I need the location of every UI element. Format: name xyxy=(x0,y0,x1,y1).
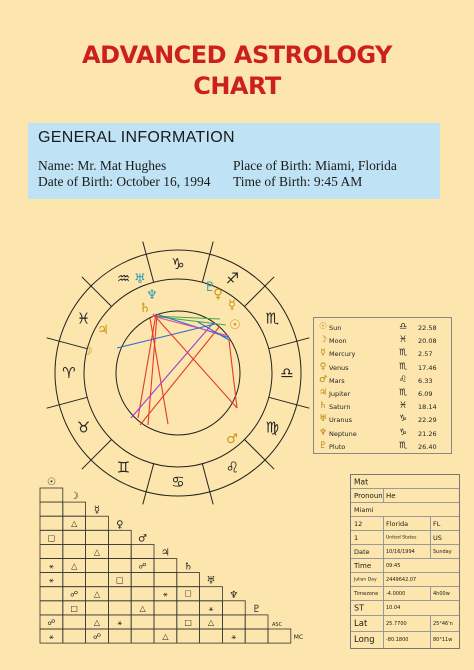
planet-glyph-icon: ♅ xyxy=(318,414,328,425)
aspect-cell xyxy=(108,530,131,544)
aspect-cell xyxy=(63,530,86,544)
mc-label: MC xyxy=(293,634,304,641)
aspect-cell xyxy=(131,587,154,601)
pronoun-value: He xyxy=(386,491,396,500)
planet-degree: 26.40 xyxy=(418,442,437,451)
sign-glyph-icon: ♏ xyxy=(399,440,408,451)
zodiac-sign: ♉ xyxy=(76,418,91,437)
aspect-mark: ⚹ xyxy=(162,589,168,599)
aspect-cell xyxy=(86,601,109,615)
aspect-cell xyxy=(154,615,177,629)
asc-label: ASC xyxy=(272,622,283,628)
planet-glyph: ♅ xyxy=(134,272,146,287)
aspect-mark: ☍ xyxy=(138,561,147,571)
aspect-mark: △ xyxy=(162,632,169,641)
planet-glyph-icon: ♆ xyxy=(318,427,328,438)
grid-planet-header: ♄ xyxy=(183,561,193,573)
aspect-cell xyxy=(63,573,86,587)
planet-name: Neptune xyxy=(329,429,357,438)
planet-glyph: ♂ xyxy=(226,432,238,447)
aspect-mark: □ xyxy=(47,533,56,543)
planet-degree: 22.29 xyxy=(418,416,437,425)
country-value: United States xyxy=(386,535,417,540)
planet-glyph: ☉ xyxy=(229,318,241,333)
date-value: 10/16/1994 xyxy=(386,548,415,555)
date-label: Date xyxy=(354,547,370,556)
planet-glyph: ☿ xyxy=(228,298,236,313)
dob-field: Date of Birth: October 16, 1994 xyxy=(38,174,211,189)
aspect-cell xyxy=(200,629,223,643)
zodiac-sign: ♋ xyxy=(171,473,185,491)
aspect-mark: ⚹ xyxy=(231,632,237,641)
zodiac-sign: ♍ xyxy=(265,418,280,437)
aspect-cell xyxy=(154,573,177,587)
aspect-cell xyxy=(108,559,131,573)
planet-glyph-icon: ♄ xyxy=(318,401,328,412)
aspect-cell xyxy=(131,615,154,629)
aspect-cell xyxy=(245,629,268,643)
planet-glyph: ♀ xyxy=(213,287,223,302)
planet-name: Pluto xyxy=(329,442,346,451)
planet-degree: 20.08 xyxy=(418,337,437,346)
aspect-mark: ⚹ xyxy=(48,561,54,571)
aspect-cell xyxy=(245,615,268,629)
aspect-cell xyxy=(154,601,177,615)
zodiac-sign: ♌ xyxy=(225,458,240,477)
aspect-cell xyxy=(108,587,131,601)
lat-value: 25.7700 xyxy=(386,620,407,627)
weekday-value: Sunday xyxy=(433,548,452,555)
planet-glyph: ♇ xyxy=(204,280,216,295)
zodiac-sign: ♐ xyxy=(225,269,240,288)
sign-glyph-icon: ♏ xyxy=(399,361,408,372)
planet-glyph-icon: ☿ xyxy=(320,348,326,359)
zodiac-sign: ♓ xyxy=(76,309,91,328)
planet-glyph: ♃ xyxy=(97,323,109,338)
planet-degree: 6.09 xyxy=(418,390,433,398)
time-label: Time xyxy=(354,561,372,570)
julian-label: Julian Day xyxy=(354,577,377,582)
planet-name: Venus xyxy=(329,363,349,372)
planet-degree: 6.33 xyxy=(418,376,433,385)
detail-cell: 12 xyxy=(354,519,363,528)
grid-planet-header: ♅ xyxy=(206,575,216,587)
country-code: US xyxy=(433,533,442,542)
aspect-cell xyxy=(268,629,291,643)
st-value: 10.04 xyxy=(386,605,401,611)
sign-glyph-icon: ♑ xyxy=(399,427,408,438)
sign-glyph-icon: ♌ xyxy=(399,374,408,385)
aspect-cell xyxy=(177,573,200,587)
planet-glyph-icon: ♂ xyxy=(318,374,328,385)
planet-glyph-icon: ♇ xyxy=(318,440,328,451)
planet-degree: 17.46 xyxy=(418,363,437,372)
sign-glyph-icon: ♏ xyxy=(399,348,408,359)
aspect-mark: △ xyxy=(93,617,101,627)
planet-degree: 18.14 xyxy=(418,403,437,412)
long-dms: 80°11w xyxy=(433,637,453,643)
aspect-cell xyxy=(63,629,86,643)
planet-glyph-icon: ♃ xyxy=(318,388,328,398)
planet-name: Jupiter xyxy=(329,390,351,398)
aspect-mark: ⚹ xyxy=(48,632,54,641)
planet-name: Mars xyxy=(329,376,345,385)
aspect-cell xyxy=(131,544,154,558)
aspect-cell xyxy=(86,516,109,530)
aspect-cell xyxy=(86,530,109,544)
aspect-cell xyxy=(40,601,63,615)
detail-name: Mat xyxy=(354,477,369,486)
grid-planet-header: ♂ xyxy=(138,533,148,545)
aspect-cell xyxy=(40,516,63,530)
aspect-cell xyxy=(177,629,200,643)
aspect-cell xyxy=(63,615,86,629)
zodiac-sign: ♊ xyxy=(116,458,131,477)
timezone-label: Timezone xyxy=(354,590,379,597)
info-heading: GENERAL INFORMATION xyxy=(38,129,235,146)
aspect-cell xyxy=(108,544,131,558)
aspect-cell xyxy=(200,587,223,601)
aspect-mark: △ xyxy=(93,547,101,557)
planet-glyph-icon: ♀ xyxy=(319,361,327,372)
aspect-cell xyxy=(108,629,131,643)
city-value: Miami xyxy=(354,505,374,514)
zodiac-sign: ♎ xyxy=(280,364,294,382)
aspect-mark: △ xyxy=(93,589,101,599)
long-label: Long xyxy=(354,635,375,645)
aspect-cell xyxy=(40,502,63,516)
aspect-cell xyxy=(154,559,177,573)
grid-planet-header: ♇ xyxy=(252,603,262,615)
planet-name: Sun xyxy=(329,324,342,332)
sign-glyph-icon: ♎ xyxy=(399,322,408,332)
aspect-mark: ⚹ xyxy=(208,603,214,613)
planet-name: Uranus xyxy=(329,416,353,425)
timezone-code: 4h00w xyxy=(433,590,450,597)
aspect-cell xyxy=(177,601,200,615)
julian-value: 2449642.07 xyxy=(386,576,417,583)
grid-planet-header: ☽ xyxy=(69,491,79,503)
aspect-cell xyxy=(40,587,63,601)
aspect-mark: □ xyxy=(116,575,124,585)
aspect-mark: ☐ xyxy=(184,589,192,599)
sign-glyph-icon: ♓ xyxy=(399,335,408,346)
aspect-mark: ☍ xyxy=(47,617,56,627)
planet-glyph: ♆ xyxy=(146,288,158,303)
sign-glyph-icon: ♓ xyxy=(399,401,408,412)
time-field: Time of Birth: 9:45 AM xyxy=(233,174,363,189)
st-label: ST xyxy=(354,603,364,613)
pronoun-label: Pronoun xyxy=(354,491,383,500)
grid-planet-header: ☉ xyxy=(46,477,56,488)
aspect-mark: □ xyxy=(70,603,78,613)
aspect-mark: □ xyxy=(184,617,192,627)
grid-planet-header: ☿ xyxy=(93,505,101,517)
detail-cell: 1 xyxy=(354,533,359,542)
planet-name: Mercury xyxy=(329,350,356,359)
name-field: Name: Mr. Mat Hughes xyxy=(38,158,167,173)
planet-degree: 21.26 xyxy=(418,429,437,438)
lat-dms: 25°46'n xyxy=(433,620,453,627)
aspect-mark: ☍ xyxy=(70,589,79,599)
planet-degree: 22.58 xyxy=(418,324,437,332)
sign-glyph-icon: ♑ xyxy=(399,414,408,425)
planet-name: Moon xyxy=(329,337,347,346)
aspect-mark: △ xyxy=(71,561,78,571)
aspect-cell xyxy=(108,601,131,615)
aspect-cell xyxy=(222,615,245,629)
zodiac-sign: ♑ xyxy=(171,255,185,273)
timezone-value: -4.0000 xyxy=(386,590,406,597)
title-line-2: CHART xyxy=(193,72,281,100)
aspect-mark: △ xyxy=(71,519,78,529)
aspect-cell xyxy=(131,573,154,587)
aspect-mark: ⚹ xyxy=(117,617,123,627)
aspect-cell xyxy=(86,559,109,573)
aspect-cell xyxy=(86,573,109,587)
planet-name: Saturn xyxy=(329,403,351,412)
aspect-cell xyxy=(40,544,63,558)
sign-glyph-icon: ♏ xyxy=(399,388,408,398)
time-value: 09:45 xyxy=(386,562,401,569)
long-value: -80.1800 xyxy=(386,637,409,643)
aspect-mark: △ xyxy=(139,603,146,613)
zodiac-sign: ♈ xyxy=(62,364,76,382)
aspect-mark: ☍ xyxy=(92,632,102,641)
place-field: Place of Birth: Miami, Florida xyxy=(233,158,397,173)
aspect-cell xyxy=(40,488,63,502)
planet-degree: 2.57 xyxy=(418,350,433,359)
grid-planet-header: ♃ xyxy=(160,547,170,559)
aspect-mark: △ xyxy=(207,617,215,627)
planet-glyph: ♄ xyxy=(139,301,151,316)
aspect-cell xyxy=(63,544,86,558)
aspect-cell xyxy=(222,601,245,615)
lat-label: Lat xyxy=(354,618,368,629)
state-value: Florida xyxy=(386,519,409,528)
aspect-mark: ⚹ xyxy=(48,575,54,585)
planet-glyph-icon: ☽ xyxy=(318,335,328,346)
zodiac-sign: ♏ xyxy=(265,309,280,328)
zodiac-sign: ♒ xyxy=(116,269,131,288)
aspect-cell xyxy=(131,629,154,643)
planet-glyph-icon: ☉ xyxy=(318,322,328,332)
aspect-cell xyxy=(63,502,86,516)
state-code: FL xyxy=(433,519,441,528)
grid-planet-header: ♀ xyxy=(116,519,124,531)
planet-glyph: ☽ xyxy=(81,344,93,359)
grid-planet-header: ♆ xyxy=(229,589,239,601)
title-line-1: ADVANCED ASTROLOGY xyxy=(82,41,392,69)
